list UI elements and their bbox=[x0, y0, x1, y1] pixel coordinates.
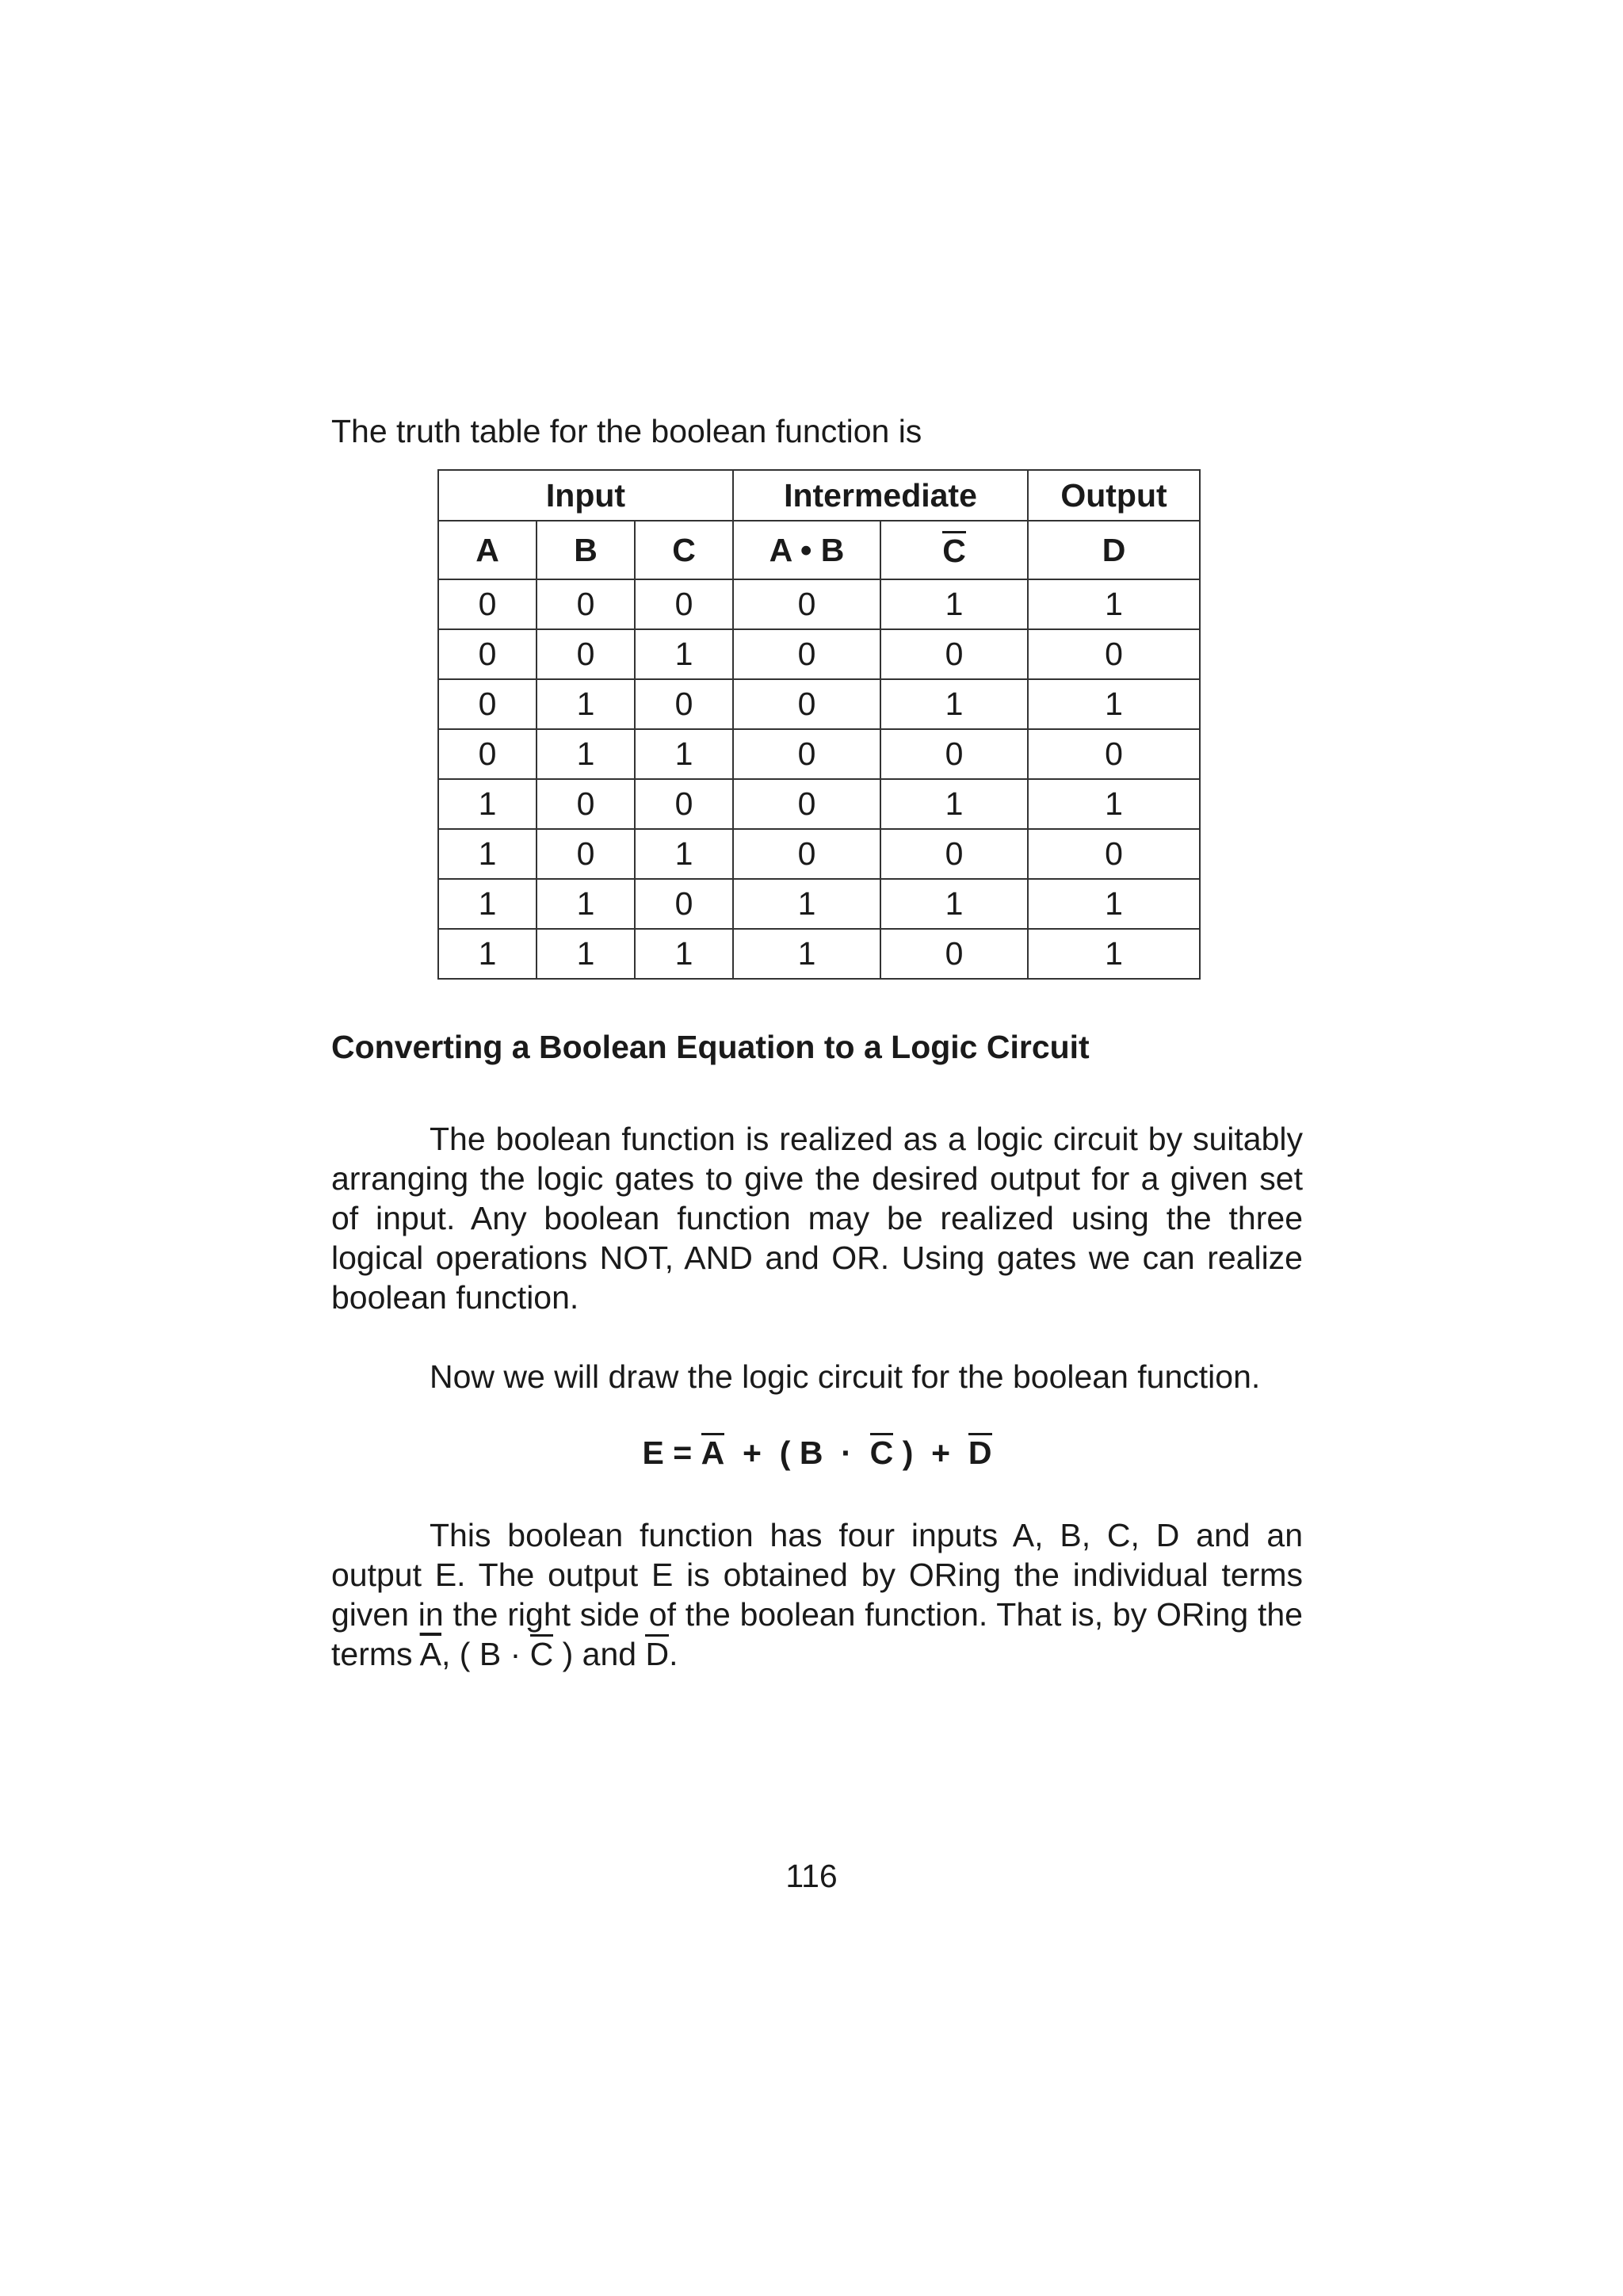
cell-c-bar: 1 bbox=[880, 579, 1028, 629]
truth-table-column-header bbox=[438, 521, 1200, 579]
cell-d: 1 bbox=[1028, 779, 1200, 829]
cell-d: 1 bbox=[1028, 679, 1200, 729]
group-intermediate: Intermediate bbox=[733, 470, 1028, 521]
term-separator: , ( B · bbox=[441, 1636, 530, 1672]
cell-d: 0 bbox=[1028, 729, 1200, 779]
cell-d: 1 bbox=[1028, 579, 1200, 629]
cell-a-and-b: 0 bbox=[733, 579, 880, 629]
paragraph-realization bbox=[331, 1119, 1303, 1317]
paragraph-inputs-output bbox=[331, 1515, 1303, 1674]
cell-d: 1 bbox=[1028, 929, 1200, 979]
cell-c-bar: 0 bbox=[880, 729, 1028, 779]
cell-b: 1 bbox=[537, 679, 635, 729]
cell-b: 0 bbox=[537, 629, 635, 679]
cell-a: 0 bbox=[438, 629, 537, 679]
column-a: A bbox=[438, 521, 537, 579]
equation-plus: + bbox=[743, 1435, 762, 1471]
cell-a-and-b: 0 bbox=[733, 779, 880, 829]
truth-table-group-header bbox=[438, 470, 1200, 521]
cell-a-and-b: 1 bbox=[733, 929, 880, 979]
cell-a: 0 bbox=[438, 679, 537, 729]
equation-plus: + bbox=[931, 1435, 951, 1471]
equation-lhs: E = bbox=[642, 1435, 693, 1471]
cell-a: 1 bbox=[438, 779, 537, 829]
cell-a-and-b: 0 bbox=[733, 829, 880, 879]
cell-c-bar: 0 bbox=[880, 829, 1028, 879]
cell-b: 1 bbox=[537, 879, 635, 929]
cell-c-bar: 1 bbox=[880, 779, 1028, 829]
cell-c-bar: 0 bbox=[880, 629, 1028, 679]
cell-a-and-b: 1 bbox=[733, 879, 880, 929]
c-bar-label: C bbox=[942, 532, 966, 569]
equation-open-paren: ( bbox=[779, 1435, 791, 1471]
cell-d: 1 bbox=[1028, 879, 1200, 929]
term-d-bar: D bbox=[645, 1636, 670, 1672]
equation-b: B bbox=[799, 1435, 823, 1471]
cell-a-and-b: 0 bbox=[733, 629, 880, 679]
cell-c: 1 bbox=[635, 729, 733, 779]
cell-b: 1 bbox=[537, 729, 635, 779]
intro-text: The truth table for the boolean function is bbox=[331, 413, 922, 449]
cell-c-bar: 1 bbox=[880, 879, 1028, 929]
cell-b: 0 bbox=[537, 579, 635, 629]
cell-a: 1 bbox=[438, 829, 537, 879]
cell-c: 0 bbox=[635, 579, 733, 629]
equation-dot: · bbox=[841, 1435, 852, 1471]
cell-a-and-b: 0 bbox=[733, 729, 880, 779]
cell-c: 1 bbox=[635, 829, 733, 879]
column-c: C bbox=[635, 521, 733, 579]
paragraph-inputs-output-text: This boolean function has four inputs A, B, C, D and an output E. The output E is obtained by ORing the individual terms given in the right side of the boolean function. That is, by ORing the terms bbox=[331, 1517, 1303, 1672]
page-number: 116 bbox=[785, 1858, 838, 1894]
column-c-bar bbox=[880, 521, 1028, 579]
cell-a: 0 bbox=[438, 579, 537, 629]
cell-c-bar: 0 bbox=[880, 929, 1028, 979]
cell-d: 0 bbox=[1028, 829, 1200, 879]
paragraph-realization-text: The boolean function is realized as a logic circuit by suitably arranging the logic gates to give the desired output for a given set of input. Any boolean function may be realized using the three logical operations NOT, AND and OR. Using gates we can realize boolean function. bbox=[331, 1121, 1303, 1316]
truth-table bbox=[437, 469, 1201, 980]
table-row bbox=[438, 629, 1200, 679]
term-and: ) and bbox=[553, 1636, 646, 1672]
equation-close-paren: ) bbox=[902, 1435, 914, 1471]
equation-c-bar: C bbox=[869, 1435, 894, 1471]
truth-table-body bbox=[438, 579, 1200, 979]
paragraph-draw-circuit-text: Now we will draw the logic circuit for the boolean function. bbox=[430, 1358, 1261, 1395]
cell-c: 1 bbox=[635, 629, 733, 679]
equation-d-bar: D bbox=[968, 1435, 992, 1471]
table-row bbox=[438, 829, 1200, 879]
boolean-equation bbox=[331, 1433, 1303, 1472]
column-b: B bbox=[537, 521, 635, 579]
term-a-bar: $\overline{A}$ bbox=[419, 1636, 441, 1672]
cell-a: 1 bbox=[438, 929, 537, 979]
cell-c: 0 bbox=[635, 679, 733, 729]
cell-c: 1 bbox=[635, 929, 733, 979]
paragraph-draw-circuit bbox=[331, 1357, 1303, 1396]
term-end: . bbox=[669, 1636, 678, 1672]
column-a-and-b: A • B bbox=[733, 521, 880, 579]
cell-a: 1 bbox=[438, 879, 537, 929]
table-row bbox=[438, 929, 1200, 979]
cell-c: 0 bbox=[635, 779, 733, 829]
table-row bbox=[438, 679, 1200, 729]
equation-a-bar: A bbox=[701, 1435, 725, 1471]
group-input: Input bbox=[438, 470, 733, 521]
cell-b: 0 bbox=[537, 779, 635, 829]
section-heading: Converting a Boolean Equation to a Logic Circuit bbox=[331, 1029, 1090, 1065]
cell-a: 0 bbox=[438, 729, 537, 779]
cell-b: 1 bbox=[537, 929, 635, 979]
column-d: D bbox=[1028, 521, 1200, 579]
cell-b: 0 bbox=[537, 829, 635, 879]
cell-c: 0 bbox=[635, 879, 733, 929]
group-output: Output bbox=[1028, 470, 1200, 521]
cell-c-bar: 1 bbox=[880, 679, 1028, 729]
cell-d: 0 bbox=[1028, 629, 1200, 679]
table-row bbox=[438, 579, 1200, 629]
table-row bbox=[438, 729, 1200, 779]
table-row bbox=[438, 879, 1200, 929]
table-row bbox=[438, 779, 1200, 829]
term-c-bar: C bbox=[529, 1636, 554, 1672]
cell-a-and-b: 0 bbox=[733, 679, 880, 729]
